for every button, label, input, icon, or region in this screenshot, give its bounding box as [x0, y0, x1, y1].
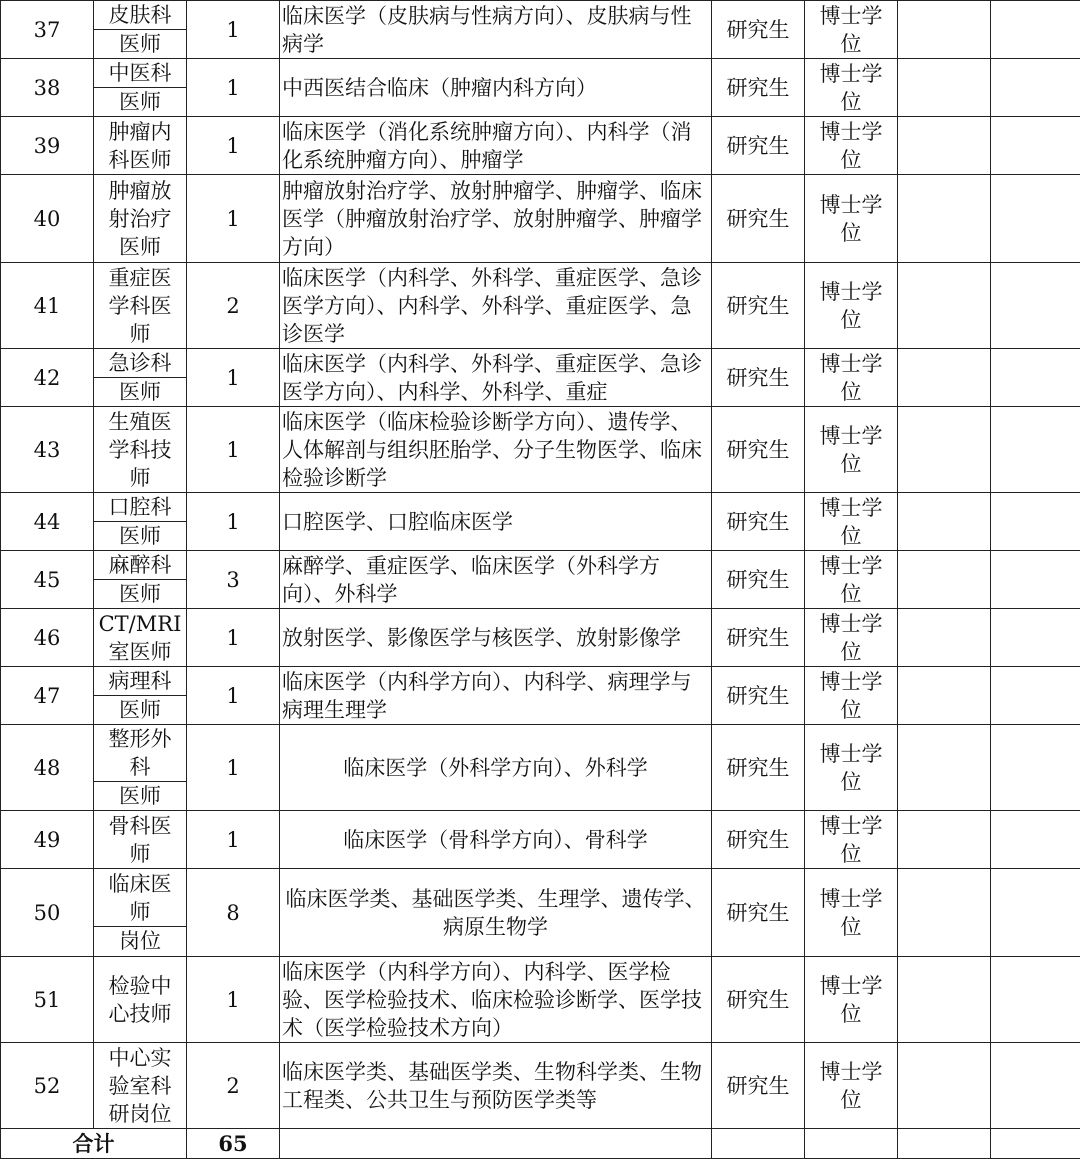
table-row [1, 811, 1080, 869]
major-requirement: 麻醉学、重症医学、临床医学（外科学方向）、外科学 [280, 551, 712, 609]
table-row [1, 175, 1080, 263]
post-name-line: 口腔科 [94, 493, 186, 521]
empty-cell [712, 1129, 805, 1159]
education-level: 研究生 [712, 407, 805, 493]
degree [805, 407, 898, 493]
post-name-line: 医师 [94, 695, 186, 724]
empty-cell [898, 551, 991, 609]
degree [805, 725, 898, 811]
headcount: 1 [187, 957, 280, 1043]
table-row [1, 957, 1080, 1043]
post-name-line: 岗位 [94, 926, 186, 955]
headcount: 8 [187, 869, 280, 957]
table-row [1, 551, 1080, 609]
row-number: 45 [1, 551, 94, 609]
headcount: 1 [187, 1, 280, 59]
post-name-line: 学科医 [94, 292, 186, 320]
post-name-line: 皮肤科 [94, 1, 186, 29]
post-name [94, 175, 187, 263]
education-level: 研究生 [712, 349, 805, 407]
empty-cell [991, 175, 1080, 263]
empty-cell [991, 493, 1080, 551]
total-label: 合计 [1, 1129, 187, 1159]
row-number: 44 [1, 493, 94, 551]
post-name-line: 医师 [94, 521, 186, 550]
empty-cell [898, 59, 991, 117]
row-number: 40 [1, 175, 94, 263]
post-name-line: 学科技 [94, 436, 186, 464]
post-name-line: 急诊科 [94, 349, 186, 377]
post-name-line: 射治疗 [94, 205, 186, 233]
row-number: 42 [1, 349, 94, 407]
table-row [1, 117, 1080, 175]
education-level: 研究生 [712, 609, 805, 667]
table-row [1, 609, 1080, 667]
headcount: 1 [187, 493, 280, 551]
row-number: 39 [1, 117, 94, 175]
degree-text: 博士学位 [815, 350, 887, 406]
degree [805, 175, 898, 263]
empty-cell [898, 869, 991, 957]
empty-cell [991, 59, 1080, 117]
degree [805, 811, 898, 869]
post-name [94, 263, 187, 349]
education-level: 研究生 [712, 957, 805, 1043]
table-body [1, 1, 1080, 1159]
table-row [1, 493, 1080, 551]
education-level: 研究生 [712, 811, 805, 869]
table-row [1, 407, 1080, 493]
empty-cell [898, 957, 991, 1043]
major-requirement: 放射医学、影像医学与核医学、放射影像学 [280, 609, 712, 667]
post-name [94, 59, 187, 117]
degree-text: 博士学位 [815, 552, 887, 608]
headcount: 1 [187, 175, 280, 263]
empty-cell [898, 725, 991, 811]
education-level: 研究生 [712, 59, 805, 117]
post-name-line: 临床医 [94, 870, 186, 898]
post-name-line: CT/MRI [94, 610, 186, 638]
major-requirement: 临床医学类、基础医学类、生理学、遗传学、病原生物学 [280, 869, 712, 957]
empty-cell [991, 349, 1080, 407]
education-level: 研究生 [712, 263, 805, 349]
degree-text: 博士学位 [815, 740, 887, 796]
degree [805, 493, 898, 551]
post-name-line: 医师 [94, 233, 186, 261]
post-name-line: 肿瘤内 [94, 118, 186, 146]
post-name [94, 667, 187, 725]
empty-cell [991, 1043, 1080, 1129]
post-name-line: 医师 [94, 781, 186, 810]
empty-cell [991, 869, 1080, 957]
empty-cell [991, 725, 1080, 811]
degree-text: 博士学位 [815, 972, 887, 1028]
post-name-line: 师 [94, 840, 186, 868]
post-name-line: 肿瘤放 [94, 177, 186, 205]
empty-cell [805, 1129, 898, 1159]
headcount: 1 [187, 667, 280, 725]
empty-cell [898, 263, 991, 349]
education-level: 研究生 [712, 117, 805, 175]
row-number: 41 [1, 263, 94, 349]
empty-cell [898, 493, 991, 551]
degree-text: 博士学位 [815, 191, 887, 247]
post-name [94, 869, 187, 957]
empty-cell [898, 1043, 991, 1129]
post-name-line: 科 [94, 753, 186, 781]
table-row [1, 59, 1080, 117]
degree-text: 博士学位 [815, 1058, 887, 1114]
empty-cell [991, 407, 1080, 493]
education-level: 研究生 [712, 725, 805, 811]
empty-cell [991, 811, 1080, 869]
empty-cell [280, 1129, 712, 1159]
education-level: 研究生 [712, 175, 805, 263]
row-number: 50 [1, 869, 94, 957]
degree [805, 957, 898, 1043]
table-row [1, 725, 1080, 811]
table-row [1, 1, 1080, 59]
post-name [94, 493, 187, 551]
post-name-line: 生殖医 [94, 408, 186, 436]
major-requirement: 口腔医学、口腔临床医学 [280, 493, 712, 551]
total-row [1, 1129, 1080, 1159]
table-row [1, 869, 1080, 957]
education-level: 研究生 [712, 1043, 805, 1129]
row-number: 38 [1, 59, 94, 117]
headcount: 1 [187, 609, 280, 667]
row-number: 37 [1, 1, 94, 59]
degree-text: 博士学位 [815, 422, 887, 478]
post-name-line: 中医科 [94, 59, 186, 87]
empty-cell [898, 667, 991, 725]
row-number: 46 [1, 609, 94, 667]
post-name-line: 师 [94, 320, 186, 348]
post-name [94, 811, 187, 869]
post-name-line: 研岗位 [94, 1100, 186, 1128]
degree-text: 博士学位 [815, 494, 887, 550]
degree [805, 1043, 898, 1129]
empty-cell [898, 1, 991, 59]
empty-cell [991, 1129, 1080, 1159]
table-row [1, 1043, 1080, 1129]
major-requirement: 肿瘤放射治疗学、放射肿瘤学、肿瘤学、临床医学（肿瘤放射治疗学、放射肿瘤学、肿瘤学方向） [280, 175, 712, 263]
post-name-line: 师 [94, 464, 186, 492]
major-requirement: 临床医学（临床检验诊断学方向）、遗传学、人体解剖与组织胚胎学、分子生物医学、临床检验诊断学 [280, 407, 712, 493]
degree-text: 博士学位 [815, 668, 887, 724]
post-name-line: 重症医 [94, 264, 186, 292]
degree-text: 博士学位 [815, 610, 887, 666]
row-number: 48 [1, 725, 94, 811]
empty-cell [991, 667, 1080, 725]
empty-cell [898, 811, 991, 869]
degree-text: 博士学位 [815, 278, 887, 334]
post-name [94, 609, 187, 667]
post-name [94, 1, 187, 59]
total-count: 65 [187, 1129, 280, 1159]
education-level: 研究生 [712, 493, 805, 551]
degree [805, 117, 898, 175]
degree-text: 博士学位 [815, 118, 887, 174]
degree [805, 609, 898, 667]
post-name-line: 医师 [94, 29, 186, 58]
degree-text: 博士学位 [815, 2, 887, 58]
headcount: 1 [187, 725, 280, 811]
post-name [94, 349, 187, 407]
post-name [94, 407, 187, 493]
row-number: 47 [1, 667, 94, 725]
post-name-line: 室医师 [94, 638, 186, 666]
empty-cell [991, 957, 1080, 1043]
post-name [94, 957, 187, 1043]
post-name-line: 验室科 [94, 1072, 186, 1100]
headcount: 1 [187, 117, 280, 175]
row-number: 51 [1, 957, 94, 1043]
degree [805, 59, 898, 117]
degree [805, 869, 898, 957]
empty-cell [991, 609, 1080, 667]
empty-cell [991, 1, 1080, 59]
headcount: 1 [187, 59, 280, 117]
post-name-line: 医师 [94, 579, 186, 608]
degree [805, 551, 898, 609]
degree-text: 博士学位 [815, 885, 887, 941]
post-name-line: 心技师 [94, 1000, 186, 1028]
major-requirement: 临床医学类、基础医学类、生物科学类、生物工程类、公共卫生与预防医学类等 [280, 1043, 712, 1129]
empty-cell [991, 117, 1080, 175]
education-level: 研究生 [712, 1, 805, 59]
degree [805, 349, 898, 407]
degree-text: 博士学位 [815, 812, 887, 868]
major-requirement: 临床医学（内科学、外科学、重症医学、急诊医学方向）、内科学、外科学、重症医学、急诊医学 [280, 263, 712, 349]
major-requirement: 临床医学（皮肤病与性病方向）、皮肤病与性病学 [280, 1, 712, 59]
major-requirement: 临床医学（消化系统肿瘤方向）、内科学（消化系统肿瘤方向）、肿瘤学 [280, 117, 712, 175]
major-requirement: 临床医学（内科学、外科学、重症医学、急诊医学方向）、内科学、外科学、重症 [280, 349, 712, 407]
table-row [1, 667, 1080, 725]
post-name [94, 725, 187, 811]
degree [805, 1, 898, 59]
table-row [1, 349, 1080, 407]
headcount: 1 [187, 811, 280, 869]
post-name [94, 551, 187, 609]
empty-cell [898, 1129, 991, 1159]
education-level: 研究生 [712, 551, 805, 609]
major-requirement: 临床医学（骨科学方向）、骨科学 [280, 811, 712, 869]
post-name-line: 整形外 [94, 725, 186, 753]
major-requirement: 中西医结合临床（肿瘤内科方向） [280, 59, 712, 117]
empty-cell [898, 175, 991, 263]
empty-cell [898, 407, 991, 493]
post-name-line: 病理科 [94, 667, 186, 695]
degree [805, 263, 898, 349]
post-name [94, 1043, 187, 1129]
major-requirement: 临床医学（外科学方向）、外科学 [280, 725, 712, 811]
post-name-line: 师 [94, 898, 186, 926]
empty-cell [991, 551, 1080, 609]
major-requirement: 临床医学（内科学方向）、内科学、医学检验、医学检验技术、临床检验诊断学、医学技术（医学检验技术方向） [280, 957, 712, 1043]
post-name-line: 医师 [94, 377, 186, 406]
education-level: 研究生 [712, 869, 805, 957]
headcount: 3 [187, 551, 280, 609]
empty-cell [898, 609, 991, 667]
empty-cell [898, 117, 991, 175]
post-name-line: 麻醉科 [94, 551, 186, 579]
headcount: 2 [187, 1043, 280, 1129]
headcount: 1 [187, 407, 280, 493]
post-name-line: 中心实 [94, 1044, 186, 1072]
post-name-line: 科医师 [94, 146, 186, 174]
degree [805, 667, 898, 725]
table-row [1, 263, 1080, 349]
headcount: 2 [187, 263, 280, 349]
row-number: 49 [1, 811, 94, 869]
post-name-line: 医师 [94, 87, 186, 116]
post-name-line: 检验中 [94, 972, 186, 1000]
post-name [94, 117, 187, 175]
degree-text: 博士学位 [815, 60, 887, 116]
headcount: 1 [187, 349, 280, 407]
major-requirement: 临床医学（内科学方向）、内科学、病理学与病理生理学 [280, 667, 712, 725]
row-number: 52 [1, 1043, 94, 1129]
row-number: 43 [1, 407, 94, 493]
education-level: 研究生 [712, 667, 805, 725]
empty-cell [991, 263, 1080, 349]
empty-cell [898, 349, 991, 407]
post-name-line: 骨科医 [94, 812, 186, 840]
